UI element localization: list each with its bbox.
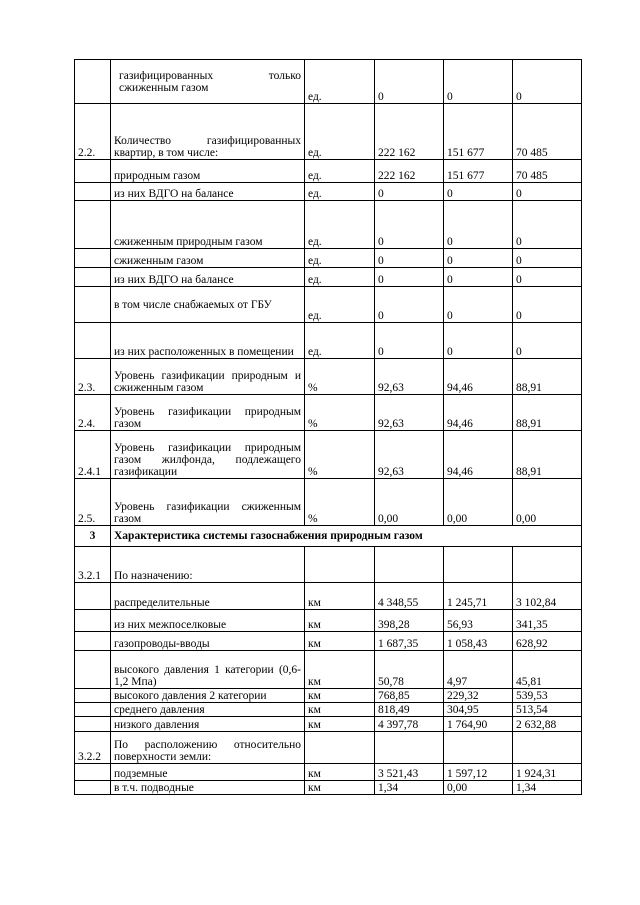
value-col3: 88,91 <box>513 431 582 479</box>
value-col3: 70 485 <box>513 104 582 160</box>
table-row <box>75 479 582 526</box>
unit-cell: км <box>305 717 375 732</box>
row-number <box>75 60 111 104</box>
unit-cell: км <box>305 689 375 703</box>
value-total: 0 <box>375 268 444 287</box>
value-col3: 1 924,31 <box>513 764 582 781</box>
row-name: из них ВДГО на балансе <box>111 183 305 201</box>
row-name: подземные <box>111 764 305 781</box>
unit-cell: км <box>305 764 375 781</box>
row-number: 2.2. <box>75 104 111 160</box>
row-name: сжиженным газом <box>111 249 305 268</box>
section-row <box>75 526 582 547</box>
value-col2: 94,46 <box>444 359 513 395</box>
table-row <box>75 183 582 201</box>
table-row <box>75 764 582 781</box>
value-col2: 4,97 <box>444 651 513 689</box>
value-total: 92,63 <box>375 431 444 479</box>
unit-cell <box>305 547 375 583</box>
value-total: 0 <box>375 249 444 268</box>
value-total: 768,85 <box>375 689 444 703</box>
unit-cell: % <box>305 395 375 431</box>
value-total: 4 348,55 <box>375 583 444 610</box>
row-number <box>75 703 111 717</box>
value-total: 92,63 <box>375 359 444 395</box>
value-total: 50,78 <box>375 651 444 689</box>
table-row <box>75 249 582 268</box>
value-total: 4 397,78 <box>375 717 444 732</box>
value-col2: 0 <box>444 287 513 323</box>
value-col2: 0 <box>444 201 513 249</box>
table-row <box>75 703 582 717</box>
value-col2: 1 245,71 <box>444 583 513 610</box>
value-total: 0 <box>375 287 444 323</box>
row-name: Количество газифицированных квартир, в том числе: <box>111 104 305 160</box>
row-name: По расположению относительно поверхности земли: <box>111 732 305 764</box>
value-total: 0 <box>375 323 444 359</box>
section-title: Характеристика системы газоснабжения природным газом <box>111 526 582 547</box>
table-row <box>75 732 582 764</box>
value-col3: 0 <box>513 323 582 359</box>
row-name: Уровень газификации сжиженным газом <box>111 479 305 526</box>
unit-cell: % <box>305 479 375 526</box>
row-name: высокого давления 1 категории (0,6-1,2 Мпа) <box>111 651 305 689</box>
row-number <box>75 651 111 689</box>
row-number <box>75 268 111 287</box>
value-col3: 513,54 <box>513 703 582 717</box>
table-row <box>75 583 582 610</box>
value-col3: 2 632,88 <box>513 717 582 732</box>
row-number: 2.4.1 <box>75 431 111 479</box>
value-col3: 88,91 <box>513 395 582 431</box>
unit-cell: ед. <box>305 268 375 287</box>
table-row <box>75 610 582 632</box>
value-total <box>375 547 444 583</box>
value-col3 <box>513 732 582 764</box>
row-name: из них межпоселковые <box>111 610 305 632</box>
table-row <box>75 359 582 395</box>
value-total: 0 <box>375 201 444 249</box>
row-name: среднего давления <box>111 703 305 717</box>
value-col2: 0 <box>444 183 513 201</box>
value-col2: 1 597,12 <box>444 764 513 781</box>
row-number <box>75 249 111 268</box>
value-col3: 628,92 <box>513 632 582 651</box>
value-col3: 0,00 <box>513 479 582 526</box>
value-total: 398,28 <box>375 610 444 632</box>
value-total <box>375 732 444 764</box>
unit-cell: % <box>305 431 375 479</box>
row-number <box>75 610 111 632</box>
value-col3: 1,34 <box>513 781 582 795</box>
value-total: 1,34 <box>375 781 444 795</box>
row-number <box>75 632 111 651</box>
value-col3 <box>513 547 582 583</box>
value-col2: 151 677 <box>444 104 513 160</box>
row-number: 3.2.1 <box>75 547 111 583</box>
value-total: 1 687,35 <box>375 632 444 651</box>
value-col3: 0 <box>513 249 582 268</box>
value-total: 818,49 <box>375 703 444 717</box>
unit-cell: ед. <box>305 201 375 249</box>
table-row <box>75 104 582 160</box>
table-row <box>75 781 582 795</box>
table-row <box>75 60 582 104</box>
row-number: 2.3. <box>75 359 111 395</box>
row-name: По назначению: <box>111 547 305 583</box>
row-number <box>75 287 111 323</box>
value-col3: 0 <box>513 287 582 323</box>
table-row <box>75 287 582 323</box>
row-number: 3.2.2 <box>75 732 111 764</box>
value-col2: 229,32 <box>444 689 513 703</box>
row-name: из них расположенных в помещении <box>111 323 305 359</box>
row-number <box>75 689 111 703</box>
row-name: газифицированных только сжиженным газом <box>111 60 305 104</box>
unit-cell: км <box>305 781 375 795</box>
value-col2: 0 <box>444 60 513 104</box>
row-number <box>75 717 111 732</box>
value-total: 222 162 <box>375 104 444 160</box>
unit-cell <box>305 732 375 764</box>
unit-cell: ед. <box>305 287 375 323</box>
row-name: газопроводы-вводы <box>111 632 305 651</box>
table-row <box>75 632 582 651</box>
gas-supply-table <box>74 59 582 795</box>
unit-cell: ед. <box>305 104 375 160</box>
unit-cell: % <box>305 359 375 395</box>
unit-cell: ед. <box>305 249 375 268</box>
value-col3: 45,81 <box>513 651 582 689</box>
value-col2: 0,00 <box>444 781 513 795</box>
value-col2: 0 <box>444 268 513 287</box>
row-number <box>75 323 111 359</box>
value-col2: 94,46 <box>444 395 513 431</box>
row-name: в том числе снабжаемых от ГБУ <box>111 287 305 323</box>
unit-cell: ед. <box>305 60 375 104</box>
value-col2: 1 058,43 <box>444 632 513 651</box>
unit-cell: ед. <box>305 160 375 183</box>
table-row <box>75 717 582 732</box>
value-col2: 0 <box>444 249 513 268</box>
value-total: 222 162 <box>375 160 444 183</box>
row-number <box>75 201 111 249</box>
row-name: распределительные <box>111 583 305 610</box>
value-col3: 3 102,84 <box>513 583 582 610</box>
value-col2: 0 <box>444 323 513 359</box>
row-number: 2.5. <box>75 479 111 526</box>
value-col2 <box>444 732 513 764</box>
unit-cell: км <box>305 703 375 717</box>
row-name: низкого давления <box>111 717 305 732</box>
unit-cell: км <box>305 583 375 610</box>
table-row <box>75 323 582 359</box>
value-total: 0 <box>375 183 444 201</box>
table-body <box>75 60 582 795</box>
unit-cell: ед. <box>305 183 375 201</box>
table-row <box>75 431 582 479</box>
table-row <box>75 268 582 287</box>
row-name: Уровень газификации природным газом <box>111 395 305 431</box>
value-total: 0,00 <box>375 479 444 526</box>
value-total: 3 521,43 <box>375 764 444 781</box>
row-name: Уровень газификации природным и сжиженным газом <box>111 359 305 395</box>
row-number <box>75 160 111 183</box>
unit-cell: км <box>305 610 375 632</box>
table-row <box>75 201 582 249</box>
row-number <box>75 764 111 781</box>
row-number <box>75 781 111 795</box>
value-total: 92,63 <box>375 395 444 431</box>
row-number <box>75 583 111 610</box>
unit-cell: ед. <box>305 323 375 359</box>
table-row <box>75 547 582 583</box>
value-col3: 539,53 <box>513 689 582 703</box>
value-col2: 56,93 <box>444 610 513 632</box>
value-col3: 88,91 <box>513 359 582 395</box>
value-col3: 70 485 <box>513 160 582 183</box>
value-col2: 1 764,90 <box>444 717 513 732</box>
table-row <box>75 395 582 431</box>
unit-cell: км <box>305 651 375 689</box>
value-total: 0 <box>375 60 444 104</box>
row-name: сжиженным природным газом <box>111 201 305 249</box>
row-number <box>75 183 111 201</box>
value-col2: 304,95 <box>444 703 513 717</box>
row-name: Уровень газификации природным газом жилфонда, подлежащего газификации <box>111 431 305 479</box>
table-row <box>75 651 582 689</box>
table-row <box>75 689 582 703</box>
row-number: 3 <box>75 526 111 547</box>
value-col2: 94,46 <box>444 431 513 479</box>
value-col2: 0,00 <box>444 479 513 526</box>
row-name: природным газом <box>111 160 305 183</box>
unit-cell: км <box>305 632 375 651</box>
row-name: из них ВДГО на балансе <box>111 268 305 287</box>
row-name: в т.ч. подводные <box>111 781 305 795</box>
value-col3: 0 <box>513 183 582 201</box>
row-name: высокого давления 2 категории <box>111 689 305 703</box>
value-col2 <box>444 547 513 583</box>
value-col3: 0 <box>513 268 582 287</box>
value-col2: 151 677 <box>444 160 513 183</box>
value-col3: 341,35 <box>513 610 582 632</box>
row-number: 2.4. <box>75 395 111 431</box>
value-col3: 0 <box>513 201 582 249</box>
table-row <box>75 160 582 183</box>
value-col3: 0 <box>513 60 582 104</box>
